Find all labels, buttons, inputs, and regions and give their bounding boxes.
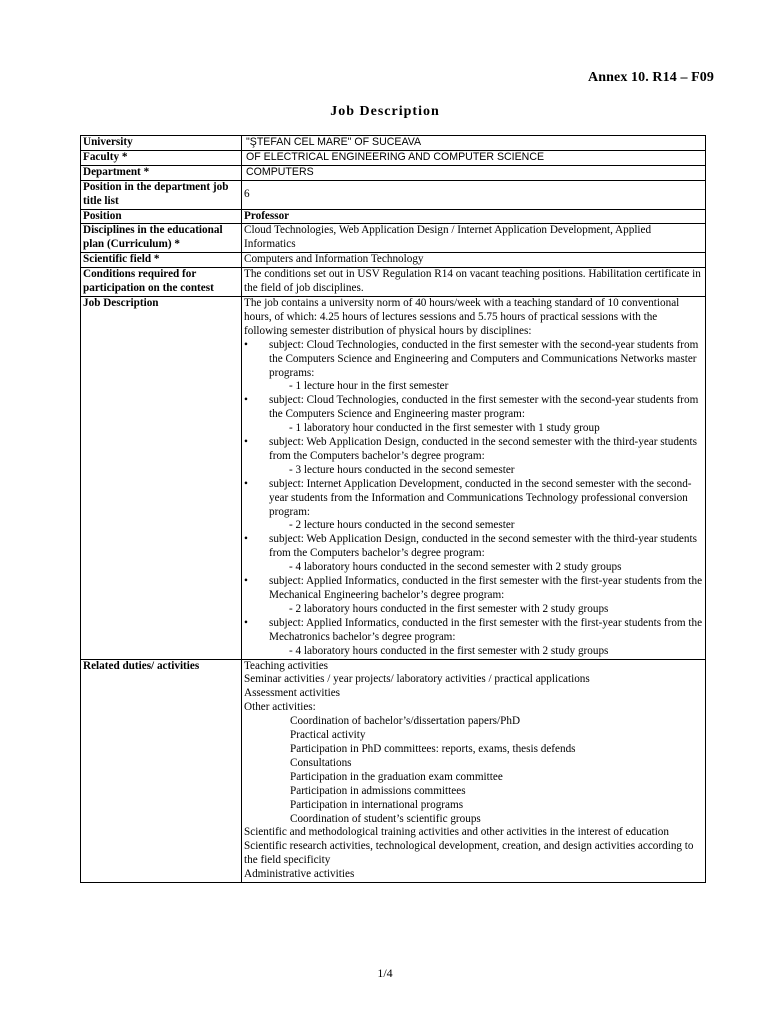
table-row (81, 268, 706, 297)
table-row (81, 165, 706, 180)
faculty-label: Faculty * (81, 150, 242, 165)
table-row (81, 209, 706, 224)
university-label: University (81, 136, 242, 151)
table-row (81, 659, 706, 883)
disciplines-value: Cloud Technologies, Web Application Design / Internet Application Development, Applied Informatics (242, 224, 706, 253)
position-list-value: 6 (242, 180, 706, 209)
position-label: Position (81, 209, 242, 224)
university-value: "ŞTEFAN CEL MARE" OF SUCEAVA (242, 136, 706, 151)
table-row (81, 180, 706, 209)
conditions-label: Conditions required for participation on the contest (81, 268, 242, 297)
table-row (81, 253, 706, 268)
duty-item: Other activities: (244, 701, 316, 714)
table-row (81, 296, 706, 659)
subject-item: • subject: Applied Informatics, conducted in the first semester with the first-year students from the Mechanical Engineering bachelor’s degree program: (244, 575, 703, 603)
duties-cell (242, 659, 706, 883)
other-activity-item: Participation in international programs (290, 798, 464, 811)
other-activity-item: Participation in admissions committees (290, 784, 466, 797)
duty-item: Administrative activities (244, 868, 355, 881)
table-row (81, 224, 706, 253)
subject-item: • subject: Internet Application Development, conducted in the second semester with the second-year students from the Information and Communications Technology professional conversion program: (244, 478, 703, 520)
table-row (81, 150, 706, 165)
other-activity-item: Consultations (290, 756, 352, 769)
table-row (81, 136, 706, 151)
annex-reference: Annex 10. R14 – F09 (588, 70, 714, 85)
position-list-label: Position in the department job title list (81, 180, 242, 209)
other-activity-item: Coordination of bachelor’s/dissertation papers/PhD (290, 715, 521, 728)
duty-item: Scientific research activities, technological development, creation, and design activities according to the field specificity (244, 840, 694, 867)
subject-item: • subject: Cloud Technologies, conducted in the first semester with the second-year students from the Computers Science and Engineering and Computers and Communications Networks master programs: (244, 339, 703, 381)
subject-detail: - 1 lecture hour in the first semester (289, 380, 449, 393)
duty-item: Scientific and methodological training activities and other activities in the interest of education (244, 826, 669, 839)
job-description-table (80, 135, 706, 883)
duty-item: Seminar activities / year projects/ laboratory activities / practical applications (244, 673, 590, 686)
other-activity-item: Participation in the graduation exam committee (290, 770, 503, 783)
disciplines-label: Disciplines in the educational plan (Curriculum) * (81, 224, 242, 253)
other-activity-item: Practical activity (290, 729, 366, 742)
scientific-field-label: Scientific field * (81, 253, 242, 268)
subject-item: • subject: Applied Informatics, conducted in the first semester with the first-year students from the Mechatronics bachelor’s degree program: (244, 617, 703, 645)
conditions-value: The conditions set out in USV Regulation R14 on vacant teaching positions. Habilitation certificate in the field of job disciplines. (242, 268, 706, 297)
subject-item: • subject: Web Application Design, conducted in the second semester with the third-year students from the Computers bachelor’s degree program: (244, 533, 703, 561)
subject-detail: - 2 lecture hours conducted in the second semester (289, 519, 515, 532)
subject-detail: - 2 laboratory hours conducted in the first semester with 2 study groups (289, 602, 609, 615)
department-label: Department * (81, 165, 242, 180)
other-activity-item: Coordination of student’s scientific groups (290, 812, 481, 825)
subject-item: • subject: Web Application Design, conducted in the second semester with the third-year students from the Computers bachelor’s degree program: (244, 436, 703, 464)
other-activity-item: Participation in PhD committees: reports, exams, thesis defends (290, 742, 576, 755)
subject-detail: - 4 laboratory hours conducted in the first semester with 2 study groups (289, 644, 609, 657)
job-description-label: Job Description (81, 296, 242, 659)
subject-detail: - 4 laboratory hours conducted in the second semester with 2 study groups (289, 561, 622, 574)
duty-item: Teaching activities (244, 659, 329, 672)
position-value: Professor (242, 209, 706, 224)
job-description-intro: The job contains a university norm of 40 hours/week with a teaching standard of 10 conventional hours, of which: 4.25 hours of lectures sessions and 5.75 hours of practical sessions with the following semester distribution of physical hours by disciplines: (244, 296, 680, 337)
subject-detail: - 3 lecture hours conducted in the second semester (289, 463, 515, 476)
document-title: Job Description (330, 104, 440, 119)
scientific-field-value: Computers and Information Technology (242, 253, 706, 268)
faculty-value: OF ELECTRICAL ENGINEERING AND COMPUTER SCIENCE (242, 150, 706, 165)
job-description-cell (242, 296, 706, 659)
subject-item: • subject: Cloud Technologies, conducted in the first semester with the second-year students from the Computers Science and Engineering master program: (244, 394, 703, 422)
duties-label: Related duties/ activities (81, 659, 242, 883)
subject-detail: - 1 laboratory hour conducted in the first semester with 1 study group (289, 422, 600, 435)
duty-item: Assessment activities (244, 687, 341, 700)
department-value: COMPUTERS (242, 165, 706, 180)
page-number: 1/4 (377, 966, 393, 980)
